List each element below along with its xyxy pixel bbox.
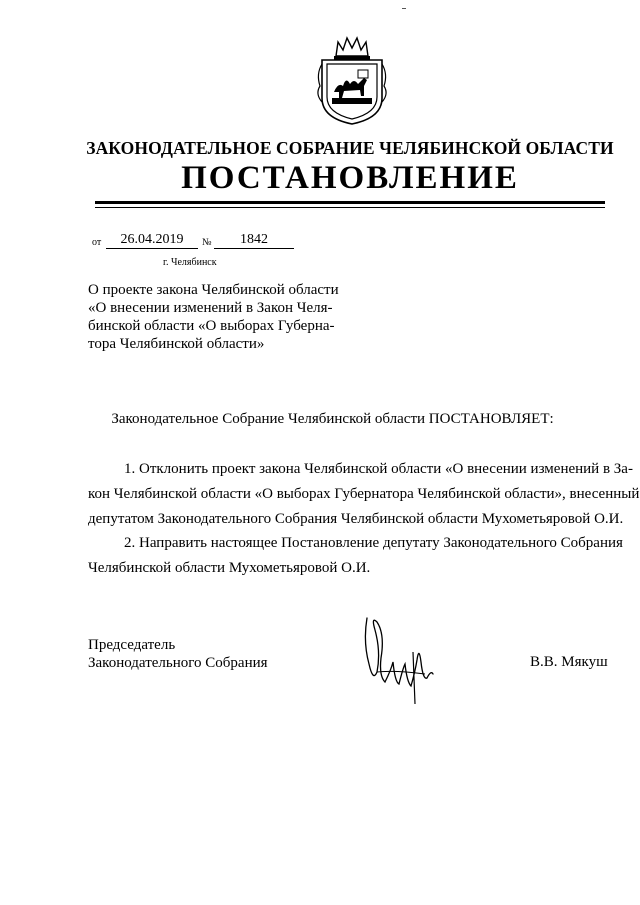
header-rule-thick (95, 201, 605, 204)
item-line: кон Челябинской области «О выборах Губернатора Челябинской области», внесенный (88, 486, 640, 502)
resolution-item-2 (88, 531, 623, 581)
scan-mark (402, 8, 406, 13)
subject-line: «О внесении изменений в Закон Челя- (88, 300, 333, 316)
number-value: 1842 (214, 232, 294, 249)
date-value: 26.04.2019 (106, 232, 198, 249)
handwritten-signature (355, 612, 445, 707)
subject-line: О проекте закона Челябинской области (88, 282, 339, 298)
chelyabinsk-coat-of-arms-icon (312, 34, 392, 126)
number-field (214, 232, 294, 249)
date-prefix: от (92, 237, 102, 248)
signatory-title-line: Председатель (88, 637, 176, 653)
document-type-heading: ПОСТАНОВЛЕНИЕ (181, 160, 519, 196)
signatory-title (88, 636, 268, 672)
city-label: г. Челябинск (163, 257, 217, 268)
resolution-item-1 (88, 457, 640, 532)
number-prefix: № (202, 237, 212, 248)
signatory-name: В.В. Мякуш (530, 654, 608, 670)
item-line: 1. Отклонить проект закона Челябинской области «О внесении изменений в За- (124, 461, 633, 477)
item-line: Челябинской области Мухометьяровой О.И. (88, 560, 371, 576)
item-line: 2. Направить настоящее Постановление депутату Законодательного Собрания (124, 535, 623, 551)
document-subject (88, 281, 358, 353)
organization-title: ЗАКОНОДАТЕЛЬНОЕ СОБРАНИЕ ЧЕЛЯБИНСКОЙ ОБЛАСТИ (86, 138, 614, 158)
item-line: депутатом Законодательного Собрания Челябинской области Мухометьяровой О.И. (88, 511, 624, 527)
decree-statement: Законодательное Собрание Челябинской области ПОСТАНОВЛЯЕТ: (111, 411, 554, 427)
subject-line: бинской области «О выборах Губерна- (88, 318, 335, 334)
signatory-title-line: Законодательного Собрания (88, 655, 268, 671)
date-field (106, 232, 198, 249)
header-rule-thin (95, 207, 605, 208)
subject-line: тора Челябинской области» (88, 336, 265, 352)
